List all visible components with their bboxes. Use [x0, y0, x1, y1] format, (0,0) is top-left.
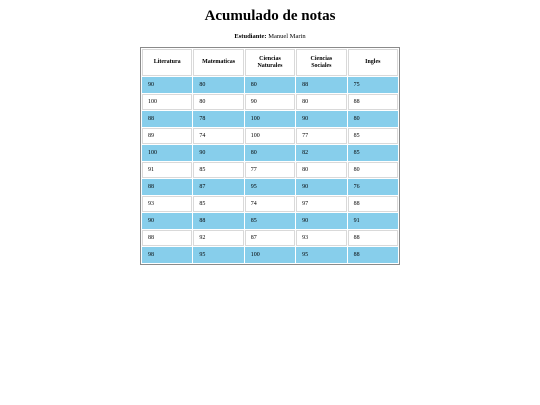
grade-cell-ingles: 85: [348, 128, 398, 144]
grade-cell-matematicas: 90: [193, 145, 243, 161]
header-ingles-label: Ingles: [365, 59, 381, 65]
grade-cell-literatura: 90: [142, 213, 192, 229]
grade-cell-matematicas: 78: [193, 111, 243, 127]
grade-cell-ciencias-naturales: 90: [245, 94, 295, 110]
grade-cell-literatura: 98: [142, 247, 192, 263]
grade-cell-matematicas: 95: [193, 247, 243, 263]
header-ciencias-sociales-line2: Sociales: [311, 62, 332, 69]
grade-cell-matematicas: 80: [193, 94, 243, 110]
table-row: [142, 111, 398, 127]
grade-cell-ciencias-sociales: 82: [296, 145, 346, 161]
table-row: [142, 162, 398, 178]
grade-cell-literatura: 88: [142, 230, 192, 246]
grade-cell-ingles: 75: [348, 77, 398, 93]
header-ciencias-sociales: [296, 49, 346, 76]
grade-cell-literatura: 93: [142, 196, 192, 212]
grade-cell-ciencias-sociales: 80: [296, 94, 346, 110]
header-literatura-label: Literatura: [153, 59, 181, 65]
table-row: [142, 77, 398, 93]
table-row: [142, 196, 398, 212]
grade-cell-ciencias-sociales: 77: [296, 128, 346, 144]
grade-cell-matematicas: 74: [193, 128, 243, 144]
grade-cell-ciencias-naturales: 74: [245, 196, 295, 212]
grade-cell-ingles: 80: [348, 111, 398, 127]
grade-cell-literatura: 100: [142, 94, 192, 110]
grade-cell-matematicas: 88: [193, 213, 243, 229]
grade-cell-literatura: 90: [142, 77, 192, 93]
grade-cell-ingles: 88: [348, 230, 398, 246]
grade-cell-ciencias-sociales: 90: [296, 213, 346, 229]
table-row: [142, 128, 398, 144]
header-matematicas-label: Matematicas: [202, 59, 236, 65]
grade-cell-ciencias-naturales: 80: [245, 77, 295, 93]
grade-cell-literatura: 100: [142, 145, 192, 161]
grade-cell-ciencias-sociales: 93: [296, 230, 346, 246]
header-ciencias-sociales-line1: Ciencias: [310, 55, 333, 62]
grade-cell-ingles: 88: [348, 94, 398, 110]
grade-cell-ciencias-sociales: 90: [296, 111, 346, 127]
grades-body: [142, 77, 398, 263]
grade-cell-ciencias-naturales: 85: [245, 213, 295, 229]
header-ingles: [348, 49, 398, 76]
grade-cell-ciencias-naturales: 80: [245, 145, 295, 161]
grade-cell-ciencias-sociales: 80: [296, 162, 346, 178]
table-row: [142, 94, 398, 110]
grade-cell-literatura: 88: [142, 179, 192, 195]
header-ciencias-naturales-line2: Naturales: [257, 62, 283, 69]
grade-cell-ciencias-naturales: 77: [245, 162, 295, 178]
grade-cell-matematicas: 85: [193, 162, 243, 178]
grade-cell-ingles: 85: [348, 145, 398, 161]
table-row: [142, 247, 398, 263]
header-ciencias-naturales-line1: Ciencias: [259, 55, 281, 62]
grade-cell-ciencias-sociales: 90: [296, 179, 346, 195]
grade-cell-ciencias-naturales: 100: [245, 247, 295, 263]
grade-cell-ciencias-naturales: 87: [245, 230, 295, 246]
student-name: Manuel Marin: [268, 33, 306, 40]
grade-cell-literatura: 91: [142, 162, 192, 178]
table-row: [142, 213, 398, 229]
grade-cell-ciencias-naturales: 95: [245, 179, 295, 195]
table-row: [142, 179, 398, 195]
header-ciencias-naturales: [245, 49, 295, 76]
grade-cell-matematicas: 85: [193, 196, 243, 212]
grades-table: [140, 47, 400, 265]
grade-cell-ingles: 80: [348, 162, 398, 178]
page-title: Acumulado de notas: [204, 8, 336, 24]
grade-cell-ingles: 88: [348, 196, 398, 212]
table-row: [142, 145, 398, 161]
grade-cell-ingles: 76: [348, 179, 398, 195]
grade-cell-literatura: 88: [142, 111, 192, 127]
grade-cell-ciencias-naturales: 100: [245, 111, 295, 127]
grade-cell-matematicas: 80: [193, 77, 243, 93]
grade-cell-literatura: 89: [142, 128, 192, 144]
grade-cell-ingles: 88: [348, 247, 398, 263]
grade-cell-ciencias-naturales: 100: [245, 128, 295, 144]
grade-cell-matematicas: 92: [193, 230, 243, 246]
grade-cell-ciencias-sociales: 95: [296, 247, 346, 263]
grade-cell-matematicas: 87: [193, 179, 243, 195]
grade-cell-ciencias-sociales: 97: [296, 196, 346, 212]
header-matematicas: [193, 49, 243, 76]
header-row: [142, 49, 398, 76]
student-label: Estudiante:: [234, 33, 267, 40]
grade-cell-ingles: 91: [348, 213, 398, 229]
grade-cell-ciencias-sociales: 88: [296, 77, 346, 93]
student-info: [0, 33, 540, 40]
table-row: [142, 230, 398, 246]
header-literatura: [142, 49, 192, 76]
